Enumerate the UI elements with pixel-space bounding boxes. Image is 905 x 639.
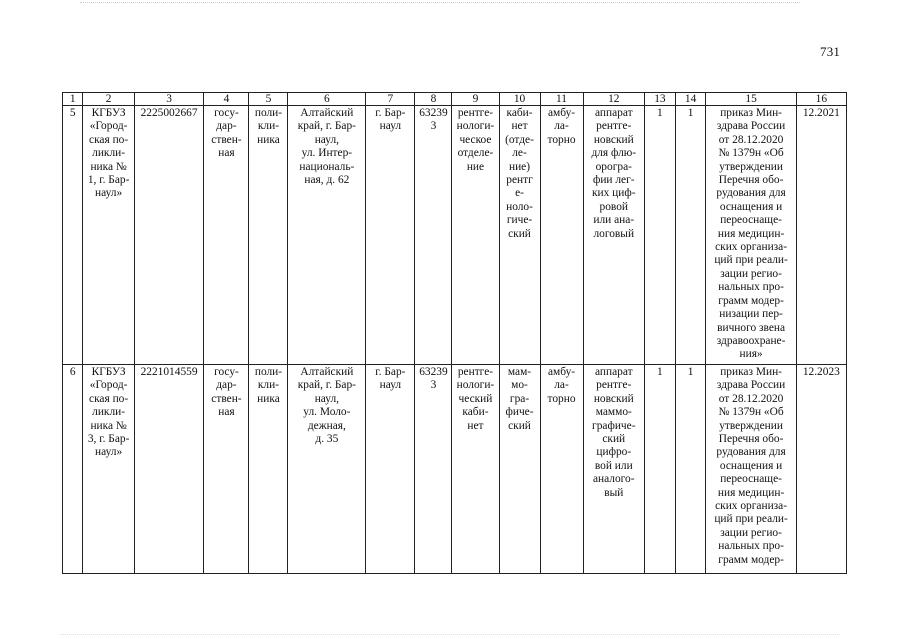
header-cell: 3: [134, 93, 204, 106]
quantity-cell: 1: [675, 106, 706, 365]
care-mode-cell: амбу- ла- торно: [540, 365, 583, 574]
regulation-cell: приказ Мин- здрава России от 28.12.2020 № 1379н «Об утверждении Перечня обо- рудования для оснащения и переоснаще- ния медицин- ских организа- ций при реали- зации регио- нальных про- грамм модер-: [706, 365, 796, 574]
date-cell: 12.2021: [796, 106, 846, 365]
page-number: 731: [820, 44, 841, 59]
quantity-cell: 1: [645, 106, 676, 365]
organization-name-cell: КГБУЗ «Город- ская по- ликли- ника № 1, г. Бар- наул»: [83, 106, 134, 365]
ownership-cell: госу- дар- ствен- ная: [204, 106, 249, 365]
regulation-cell: приказ Мин- здрава России от 28.12.2020 № 1379н «Об утверждении Перечня обо- рудования для оснащения и переоснаще- ния медицин- ских организа- ций при реали- зации регио- нальных про- грамм модер- низации пер- вичного звена здравоохране- ния»: [706, 106, 796, 365]
quantity-cell: 1: [645, 365, 676, 574]
date-cell: 12.2023: [796, 365, 846, 574]
address-cell: Алтайский край, г. Бар- наул, ул. Моло- дежная, д. 35: [288, 365, 366, 574]
header-cell: 6: [288, 93, 366, 106]
row-number-cell: 6: [63, 365, 83, 574]
scan-edge-top: [80, 2, 800, 5]
room-cell: каби- нет (отде- ле- ние) рентг е- ноло- гиче- ский: [499, 106, 540, 365]
header-cell: 15: [706, 93, 796, 106]
table-row: [63, 365, 847, 574]
room-cell: мам- мо- гра- фиче- ский: [499, 365, 540, 574]
facility-type-cell: поли- кли- ника: [249, 106, 288, 365]
header-cell: 2: [83, 93, 134, 106]
header-cell: 10: [499, 93, 540, 106]
header-cell: 8: [415, 93, 452, 106]
inn-cell: 2225002667: [134, 106, 204, 365]
row-number-cell: 5: [63, 106, 83, 365]
header-cell: 12: [583, 93, 644, 106]
header-cell: 7: [366, 93, 415, 106]
header-cell: 9: [452, 93, 499, 106]
facility-type-cell: поли- кли- ника: [249, 365, 288, 574]
header-cell: 13: [645, 93, 676, 106]
code-cell: 63239 3: [415, 106, 452, 365]
header-cell: 4: [204, 93, 249, 106]
inn-cell: 2221014559: [134, 365, 204, 574]
department-cell: рентге- нологи- ческое отделе- ние: [452, 106, 499, 365]
scan-edge-bottom: [60, 634, 840, 637]
equipment-table: [62, 92, 847, 574]
table-header-row: [63, 93, 847, 106]
table-row: [63, 106, 847, 365]
department-cell: рентге- нологи- ческий каби- нет: [452, 365, 499, 574]
ownership-cell: госу- дар- ствен- ная: [204, 365, 249, 574]
address-cell: Алтайский край, г. Бар- наул, ул. Интер- националь- ная, д. 62: [288, 106, 366, 365]
header-cell: 16: [796, 93, 846, 106]
quantity-cell: 1: [675, 365, 706, 574]
code-cell: 63239 3: [415, 365, 452, 574]
organization-name-cell: КГБУЗ «Город- ская по- ликли- ника № 3, г. Бар- наул»: [83, 365, 134, 574]
header-cell: 1: [63, 93, 83, 106]
header-cell: 14: [675, 93, 706, 106]
equipment-cell: аппарат рентге- новский маммо- графиче- ский цифро- вой или аналого- вый: [583, 365, 644, 574]
header-cell: 11: [540, 93, 583, 106]
city-cell: г. Бар- наул: [366, 106, 415, 365]
equipment-cell: аппарат рентге- новский для флю- орогра- фии лег- ких циф- ровой или ана- логовый: [583, 106, 644, 365]
header-cell: 5: [249, 93, 288, 106]
care-mode-cell: амбу- ла- торно: [540, 106, 583, 365]
city-cell: г. Бар- наул: [366, 365, 415, 574]
